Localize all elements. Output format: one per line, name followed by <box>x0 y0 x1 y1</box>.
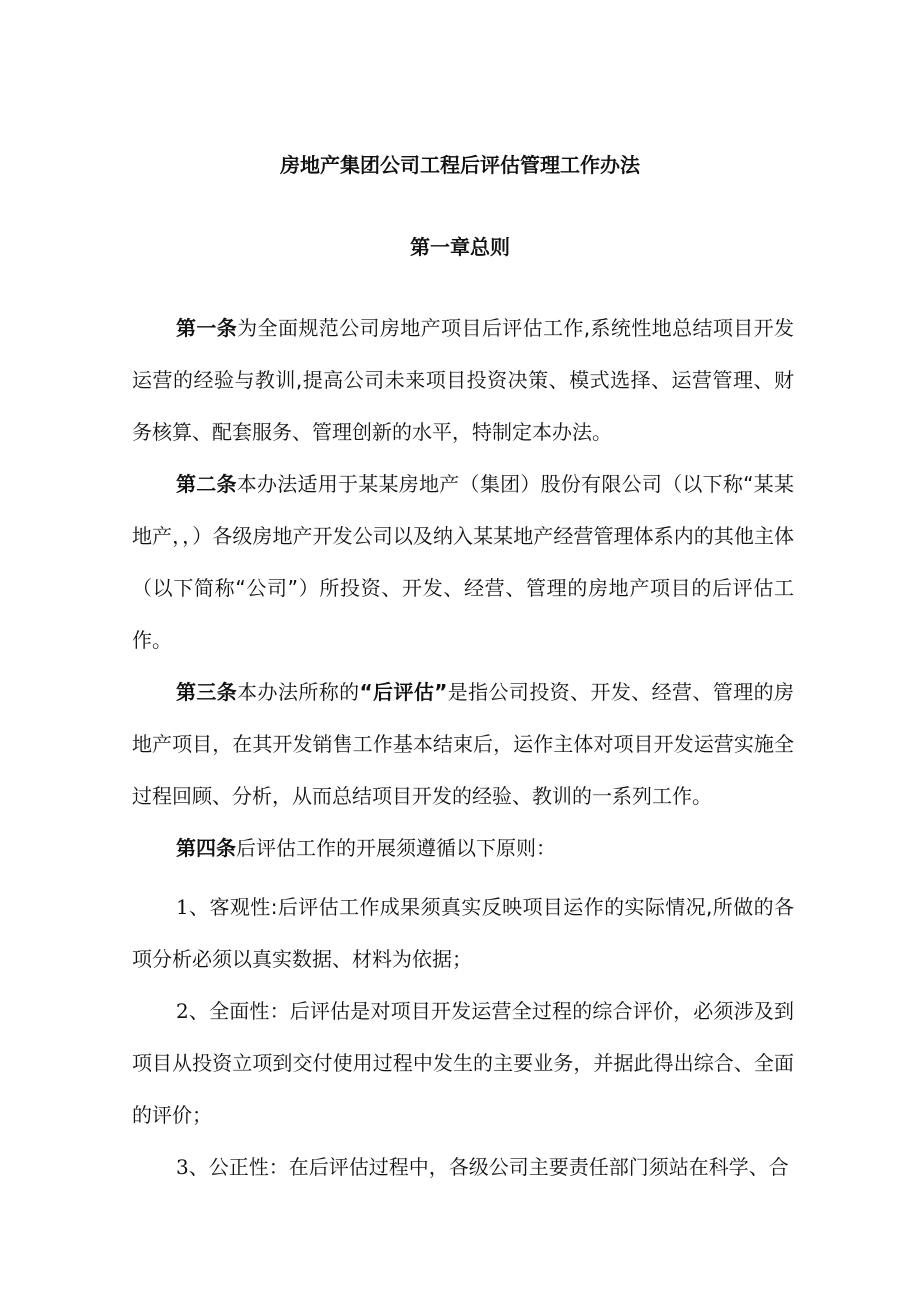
principle-1-number: 1、 <box>176 895 210 919</box>
principle-1 <box>132 881 794 985</box>
principle-1-text: 客观性:后评估工作成果须真实反映项目运作的实际情况,所做的各项分析必须以真实数据、材料为依据； <box>132 895 794 971</box>
principle-3-text: 公正性：在后评估过程中，各级公司主要责任部门须站在科学、合 <box>208 1155 789 1179</box>
article-1-label: 第一条 <box>176 316 238 340</box>
article-4-text: 后评估工作的开展须遵循以下原则： <box>236 836 556 860</box>
article-1 <box>132 302 794 458</box>
chapter-heading: 第一章总则 <box>410 235 510 259</box>
principle-2 <box>132 985 794 1141</box>
principle-2-number: 2、 <box>176 999 210 1023</box>
article-2-label: 第二条 <box>176 472 237 496</box>
article-3-label: 第三条 <box>176 680 238 704</box>
article-1-text: 为全面规范公司房地产项目后评估工作,系统性地总结项目开发运营的经验与教训,提高公司未来项目投资决策、模式选择、运营管理、财务核算、配套服务、管理创新的水平，特制定本办法。 <box>132 316 795 444</box>
article-3-text-after: 是指公司投资、开发、经营、管理的房地产项目，在其开发销售工作基本结束后，运作主体对项目开发运营实施全过程回顾、分析，从而总结项目开发的经验、教训的一系列工作。 <box>132 680 795 808</box>
article-4 <box>132 822 794 874</box>
article-2-text: 本办法适用于某某房地产（集团）股份有限公司（以下称“某某地产，，）各级房地产开发公司以及纳入某某地产经营管理体系内的其他主体（以下简称“公司”）所投资、开发、经营、管理的房地产项目的后评估工作。 <box>132 472 794 652</box>
article-3 <box>132 666 794 822</box>
principle-3-number: 3、 <box>176 1155 209 1179</box>
article-4-label: 第四条 <box>176 836 236 860</box>
article-3-text-before: 本办法所称的 <box>237 680 360 704</box>
article-3-term: “后评估” <box>359 680 448 704</box>
article-2 <box>132 458 794 666</box>
principle-3 <box>132 1141 794 1193</box>
principle-2-text: 全面性：后评估是对项目开发运营全过程的综合评价，必须涉及到项目从投资立项到交付使用过程中发生的主要业务，并据此得出综合、全面的评价； <box>132 999 794 1127</box>
document-title: 房地产集团公司工程后评估管理工作办法 <box>280 153 640 177</box>
